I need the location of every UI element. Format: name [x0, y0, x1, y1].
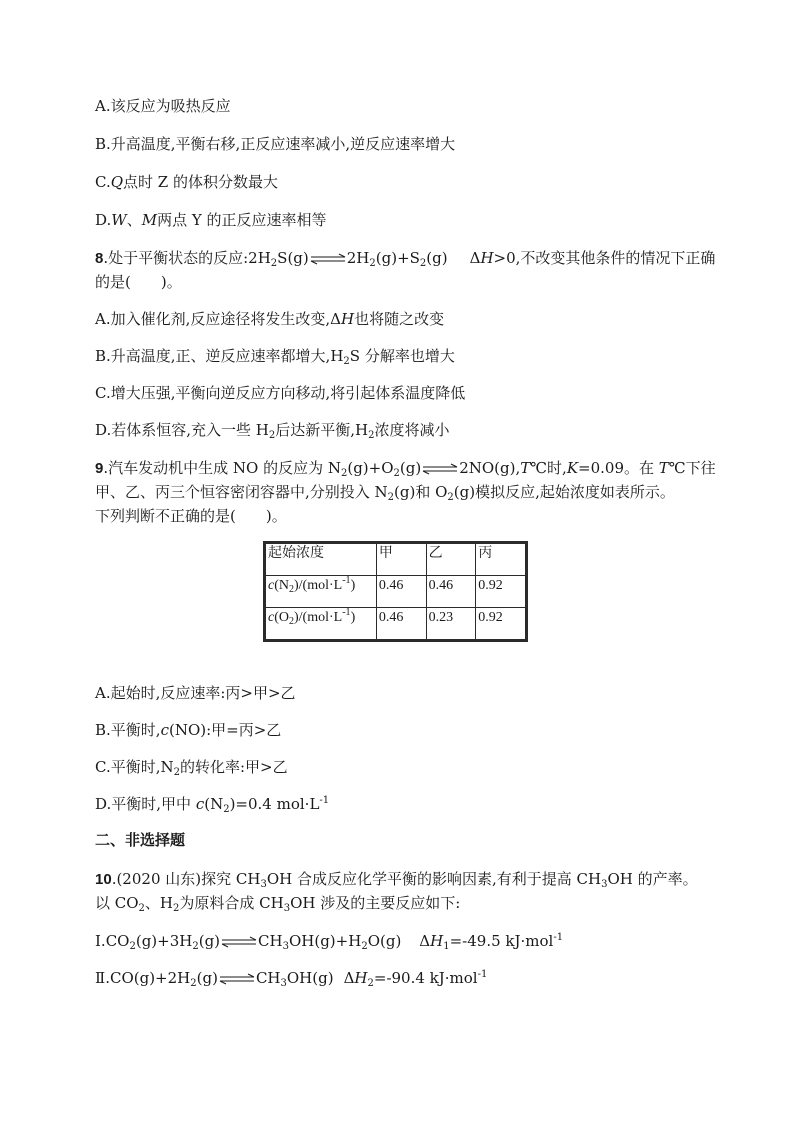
table-header-cell: 起始浓度 [265, 543, 377, 576]
table-cell: 0.46 [376, 608, 426, 641]
table-header-row [265, 543, 527, 576]
q9-option-c: C.平衡时$,N_2$的转化率:甲>乙 [95, 758, 288, 778]
q9-stem: 9.汽车发动机中生成 NO 的反应为 $N_2(g)+O_2(g)$ 2NO(g),T℃时,K=0.09。在 T℃下往 [95, 459, 716, 479]
table-cell: 0.23 [426, 608, 476, 641]
q8-number: 8 [95, 250, 104, 267]
initial-concentration-table [263, 541, 528, 642]
q8-option-b: B.升高温度,正、逆反应速率都增大$,H_2S$ 分解率也增大 [95, 347, 455, 367]
q9-number: 9 [95, 460, 104, 477]
q7-option-c: C.Q点时 Z 的体积分数最大 [95, 173, 278, 191]
table-cell: 0.92 [476, 608, 527, 641]
q10-reaction-2: $Ⅱ.CO(g)+2H_2(g)$ $CH_3OH(g)$ $\Delta H_2=-90.4$ kJ·mol$^{-1}$ [95, 969, 488, 989]
q8-option-a: A.加入催化剂,反应途径将发生改变,ΔH也将随之改变 [95, 310, 445, 328]
table-header-cell: 丙 [476, 543, 527, 576]
q9-stem-line2: 甲、乙、丙三个恒容密闭容器中,分别投入 $N_2(g)$和 $O_2(g)$模拟反应,起始浓度如表所示。 [95, 483, 675, 503]
q10-number: 10 [95, 871, 112, 888]
q7-option-b: B.升高温度,平衡右移,正反应速率减小,逆反应速率增大 [95, 135, 456, 153]
table-header-cell: 甲 [376, 543, 426, 576]
table-row [265, 608, 527, 641]
table-row [265, 576, 527, 608]
equilibrium-arrow-icon [422, 463, 458, 475]
table-cell-label: $c(N_2)/(mol\cdot L^{-1})$ [265, 576, 377, 608]
q9-option-b: B.平衡时,c(NO):甲=丙>乙 [95, 721, 282, 739]
table-cell: 0.92 [476, 576, 527, 608]
section-heading: 二、非选择题 [95, 832, 186, 849]
equilibrium-arrow-icon [310, 253, 346, 265]
table-cell: 0.46 [376, 576, 426, 608]
q7-option-d: D.W、M两点 Y 的正反应速率相等 [95, 211, 327, 229]
q8-stem-line2: 的是( )。 [95, 273, 182, 291]
q7-option-a: A.该反应为吸热反应 [95, 97, 231, 115]
q8-stem: 8.处于平衡状态的反应$:2H_2S(g)$ $2H_2(g)+S_2(g)$ ΔH>0,不改变其他条件的情况下正确 [95, 249, 716, 269]
table-header-cell: 乙 [426, 543, 476, 576]
q8-option-c: C.增大压强,平衡向逆反应方向移动,将引起体系温度降低 [95, 384, 466, 402]
table-cell-label: $c(O_2)/(mol\cdot L^{-1})$ [265, 608, 377, 641]
equilibrium-arrow-icon [221, 936, 257, 948]
q9-option-d: D.平衡时,甲中 $c(N_2)=0.4$ $mol\cdot L^{-1}$ [95, 795, 330, 815]
q9-option-a: A.起始时,反应速率:丙>甲>乙 [95, 684, 296, 702]
q9-stem-line3: 下列判断不正确的是( )。 [95, 507, 287, 525]
table-cell: 0.46 [426, 576, 476, 608]
equilibrium-arrow-icon [219, 973, 255, 985]
q8-option-d: D.若体系恒容,充入一些 $H_2$后达新平衡$,H_2$浓度将减小 [95, 421, 450, 441]
q10-reaction-1: $Ⅰ.CO_2(g)+3H_2(g)$ $CH_3OH(g)+H_2O(g)$ $\Delta H_1=-49.5$ kJ·mol$^{-1}$ [95, 932, 564, 952]
q10-stem: 10.(2020 山东)探究 $CH_3OH$ 合成反应化学平衡的影响因素,有利于提高 $CH_3OH$ 的产率。 [95, 870, 698, 890]
q10-stem-line2: 以 $CO_2$、$H_2$为原料合成 $CH_3OH$ 涉及的主要反应如下: [95, 894, 461, 914]
